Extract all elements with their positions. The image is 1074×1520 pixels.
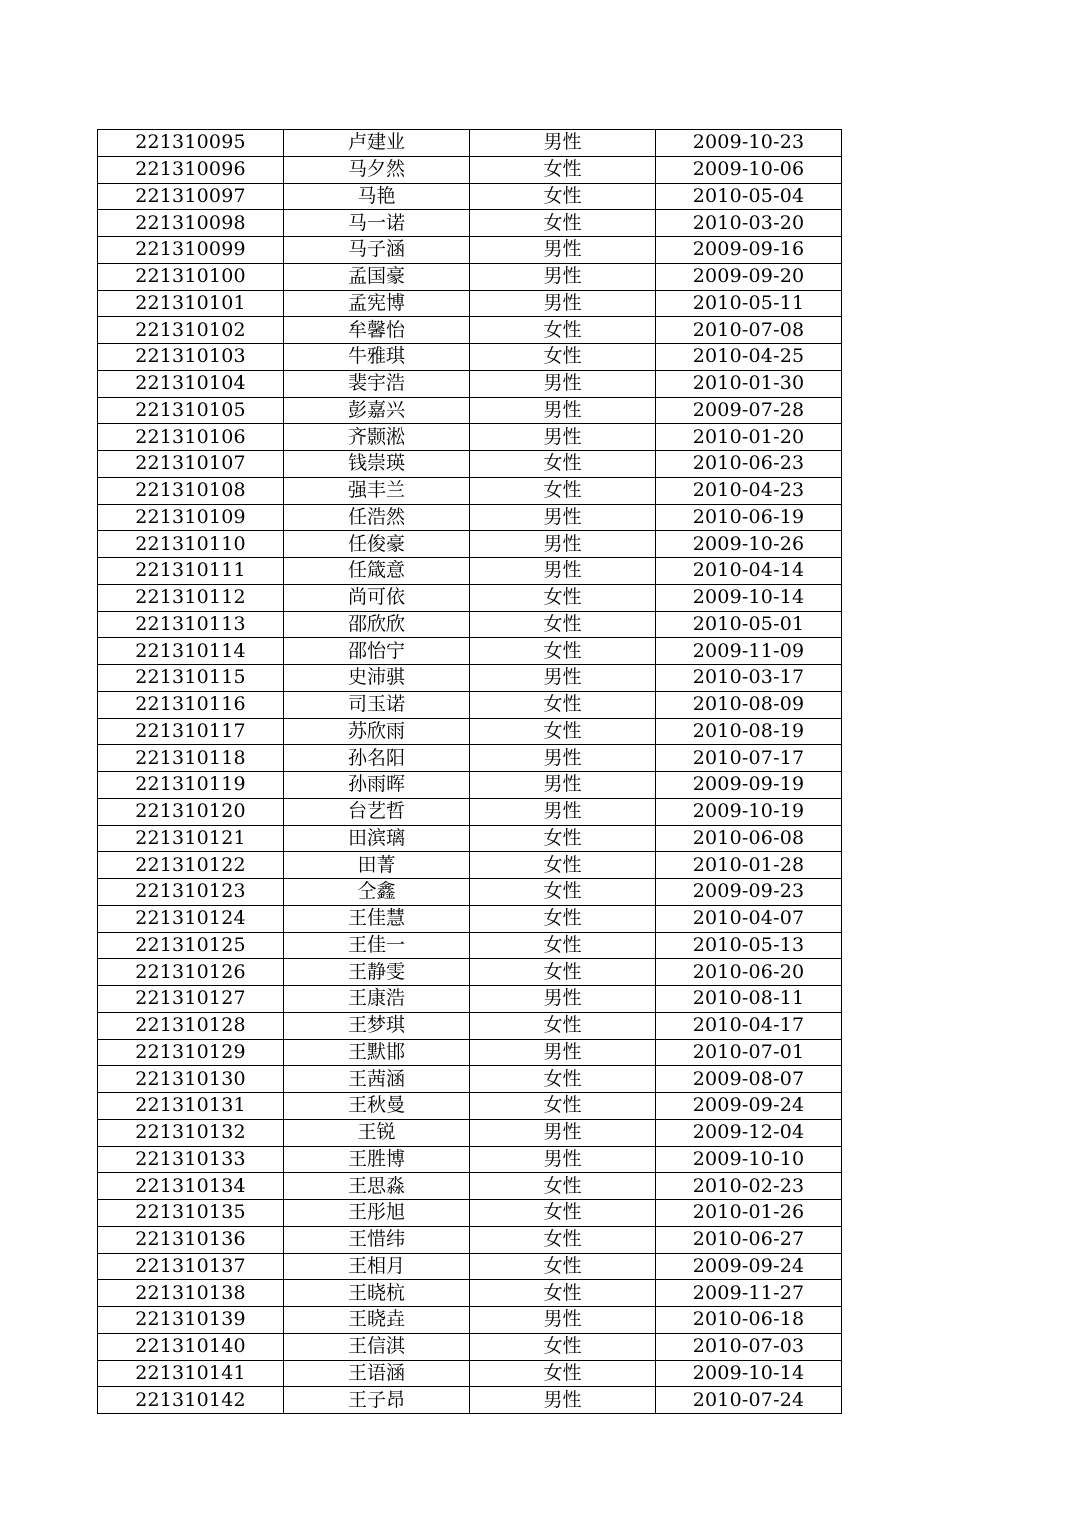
table-row (98, 986, 842, 1013)
name-cell: 齐颢淞 (284, 424, 470, 451)
student-id-cell: 221310123 (98, 879, 284, 906)
gender-cell: 女性 (470, 611, 656, 638)
student-id-cell: 221310125 (98, 932, 284, 959)
name-cell: 苏欣雨 (284, 718, 470, 745)
birthdate-cell: 2010-04-14 (656, 558, 842, 585)
birthdate-cell: 2010-08-19 (656, 718, 842, 745)
table-row (98, 263, 842, 290)
student-id-cell: 221310114 (98, 638, 284, 665)
table-row (98, 130, 842, 157)
name-cell: 牛雅琪 (284, 344, 470, 371)
gender-cell: 女性 (470, 584, 656, 611)
table-row (98, 1066, 842, 1093)
table-row (98, 691, 842, 718)
birthdate-cell: 2010-02-23 (656, 1173, 842, 1200)
table-row (98, 772, 842, 799)
birthdate-cell: 2010-07-24 (656, 1387, 842, 1414)
table-row (98, 1173, 842, 1200)
table-row (98, 959, 842, 986)
gender-cell: 男性 (470, 1146, 656, 1173)
student-id-cell: 221310109 (98, 504, 284, 531)
student-id-cell: 221310106 (98, 424, 284, 451)
gender-cell: 男性 (470, 772, 656, 799)
gender-cell: 男性 (470, 745, 656, 772)
gender-cell: 男性 (470, 290, 656, 317)
student-id-cell: 221310140 (98, 1333, 284, 1360)
gender-cell: 男性 (470, 531, 656, 558)
gender-cell: 男性 (470, 397, 656, 424)
name-cell: 孟宪博 (284, 290, 470, 317)
student-id-cell: 221310112 (98, 584, 284, 611)
gender-cell: 女性 (470, 344, 656, 371)
name-cell: 钱崇瑛 (284, 451, 470, 478)
gender-cell: 女性 (470, 1280, 656, 1307)
student-id-cell: 221310139 (98, 1307, 284, 1334)
table-row (98, 852, 842, 879)
student-id-cell: 221310120 (98, 798, 284, 825)
birthdate-cell: 2009-07-28 (656, 397, 842, 424)
student-table (97, 129, 842, 1414)
name-cell: 彭嘉兴 (284, 397, 470, 424)
table-row (98, 290, 842, 317)
table-row (98, 798, 842, 825)
birthdate-cell: 2010-03-17 (656, 665, 842, 692)
birthdate-cell: 2009-09-24 (656, 1093, 842, 1120)
table-row (98, 1119, 842, 1146)
birthdate-cell: 2009-10-14 (656, 1360, 842, 1387)
gender-cell: 女性 (470, 1360, 656, 1387)
birthdate-cell: 2010-06-08 (656, 825, 842, 852)
table-row (98, 424, 842, 451)
student-id-cell: 221310105 (98, 397, 284, 424)
name-cell: 王思淼 (284, 1173, 470, 1200)
gender-cell: 女性 (470, 825, 656, 852)
name-cell: 马一诺 (284, 210, 470, 237)
table-row (98, 825, 842, 852)
table-row (98, 1307, 842, 1334)
student-id-cell: 221310115 (98, 665, 284, 692)
name-cell: 王默邯 (284, 1039, 470, 1066)
birthdate-cell: 2010-04-17 (656, 1012, 842, 1039)
student-id-cell: 221310108 (98, 477, 284, 504)
table-row (98, 905, 842, 932)
student-id-cell: 221310133 (98, 1146, 284, 1173)
name-cell: 王子昂 (284, 1387, 470, 1414)
student-id-cell: 221310103 (98, 344, 284, 371)
name-cell: 孙雨晖 (284, 772, 470, 799)
name-cell: 卢建业 (284, 130, 470, 157)
table-row (98, 1360, 842, 1387)
gender-cell: 男性 (470, 504, 656, 531)
name-cell: 王康浩 (284, 986, 470, 1013)
name-cell: 任箴意 (284, 558, 470, 585)
student-id-cell: 221310111 (98, 558, 284, 585)
student-id-cell: 221310134 (98, 1173, 284, 1200)
birthdate-cell: 2010-06-23 (656, 451, 842, 478)
table-row (98, 183, 842, 210)
name-cell: 王晓垚 (284, 1307, 470, 1334)
birthdate-cell: 2010-07-08 (656, 317, 842, 344)
gender-cell: 男性 (470, 1387, 656, 1414)
gender-cell: 女性 (470, 1200, 656, 1227)
birthdate-cell: 2010-01-28 (656, 852, 842, 879)
name-cell: 王锐 (284, 1119, 470, 1146)
table-row (98, 584, 842, 611)
student-id-cell: 221310141 (98, 1360, 284, 1387)
birthdate-cell: 2009-09-16 (656, 237, 842, 264)
table-row (98, 531, 842, 558)
table-row (98, 638, 842, 665)
birthdate-cell: 2010-06-27 (656, 1226, 842, 1253)
table-row (98, 1200, 842, 1227)
gender-cell: 男性 (470, 665, 656, 692)
student-id-cell: 221310130 (98, 1066, 284, 1093)
student-id-cell: 221310126 (98, 959, 284, 986)
gender-cell: 女性 (470, 1093, 656, 1120)
name-cell: 王茜涵 (284, 1066, 470, 1093)
name-cell: 孟国豪 (284, 263, 470, 290)
table-row (98, 504, 842, 531)
birthdate-cell: 2010-05-04 (656, 183, 842, 210)
table-row (98, 397, 842, 424)
name-cell: 王佳慧 (284, 905, 470, 932)
student-id-cell: 221310097 (98, 183, 284, 210)
birthdate-cell: 2009-10-26 (656, 531, 842, 558)
student-id-cell: 221310131 (98, 1093, 284, 1120)
name-cell: 尚可依 (284, 584, 470, 611)
name-cell: 马艳 (284, 183, 470, 210)
birthdate-cell: 2009-10-19 (656, 798, 842, 825)
birthdate-cell: 2009-09-20 (656, 263, 842, 290)
table-row (98, 1093, 842, 1120)
student-id-cell: 221310099 (98, 237, 284, 264)
birthdate-cell: 2009-10-14 (656, 584, 842, 611)
birthdate-cell: 2010-08-09 (656, 691, 842, 718)
name-cell: 王彤旭 (284, 1200, 470, 1227)
table-row (98, 718, 842, 745)
name-cell: 裴宇浩 (284, 370, 470, 397)
name-cell: 任浩然 (284, 504, 470, 531)
student-id-cell: 221310124 (98, 905, 284, 932)
table-row (98, 1333, 842, 1360)
gender-cell: 女性 (470, 1226, 656, 1253)
table-row (98, 1253, 842, 1280)
gender-cell: 女性 (470, 905, 656, 932)
student-table-body (98, 130, 842, 1414)
gender-cell: 男性 (470, 130, 656, 157)
student-id-cell: 221310110 (98, 531, 284, 558)
table-row (98, 451, 842, 478)
student-id-cell: 221310119 (98, 772, 284, 799)
gender-cell: 女性 (470, 1012, 656, 1039)
birthdate-cell: 2009-10-06 (656, 156, 842, 183)
student-id-cell: 221310132 (98, 1119, 284, 1146)
name-cell: 仝鑫 (284, 879, 470, 906)
student-id-cell: 221310107 (98, 451, 284, 478)
gender-cell: 女性 (470, 691, 656, 718)
name-cell: 王梦琪 (284, 1012, 470, 1039)
gender-cell: 男性 (470, 1119, 656, 1146)
gender-cell: 男性 (470, 424, 656, 451)
student-id-cell: 221310121 (98, 825, 284, 852)
birthdate-cell: 2010-06-18 (656, 1307, 842, 1334)
gender-cell: 女性 (470, 1253, 656, 1280)
birthdate-cell: 2010-01-26 (656, 1200, 842, 1227)
gender-cell: 女性 (470, 1333, 656, 1360)
gender-cell: 女性 (470, 183, 656, 210)
birthdate-cell: 2010-05-13 (656, 932, 842, 959)
gender-cell: 男性 (470, 1307, 656, 1334)
student-id-cell: 221310116 (98, 691, 284, 718)
name-cell: 王佳一 (284, 932, 470, 959)
gender-cell: 女性 (470, 932, 656, 959)
birthdate-cell: 2010-04-23 (656, 477, 842, 504)
gender-cell: 女性 (470, 317, 656, 344)
name-cell: 任俊豪 (284, 531, 470, 558)
name-cell: 王秋曼 (284, 1093, 470, 1120)
student-id-cell: 221310122 (98, 852, 284, 879)
birthdate-cell: 2010-01-30 (656, 370, 842, 397)
birthdate-cell: 2009-08-07 (656, 1066, 842, 1093)
student-id-cell: 221310098 (98, 210, 284, 237)
student-id-cell: 221310113 (98, 611, 284, 638)
name-cell: 王惜纬 (284, 1226, 470, 1253)
gender-cell: 女性 (470, 210, 656, 237)
gender-cell: 女性 (470, 852, 656, 879)
gender-cell: 男性 (470, 986, 656, 1013)
table-row (98, 745, 842, 772)
name-cell: 邵怡宁 (284, 638, 470, 665)
table-row (98, 237, 842, 264)
name-cell: 田菁 (284, 852, 470, 879)
student-id-cell: 221310128 (98, 1012, 284, 1039)
birthdate-cell: 2009-09-24 (656, 1253, 842, 1280)
gender-cell: 女性 (470, 477, 656, 504)
student-id-cell: 221310100 (98, 263, 284, 290)
student-id-cell: 221310117 (98, 718, 284, 745)
birthdate-cell: 2010-07-03 (656, 1333, 842, 1360)
birthdate-cell: 2009-11-09 (656, 638, 842, 665)
name-cell: 田滨璃 (284, 825, 470, 852)
gender-cell: 女性 (470, 879, 656, 906)
student-id-cell: 221310135 (98, 1200, 284, 1227)
table-row (98, 1387, 842, 1414)
gender-cell: 女性 (470, 1066, 656, 1093)
name-cell: 王语涵 (284, 1360, 470, 1387)
birthdate-cell: 2010-07-17 (656, 745, 842, 772)
birthdate-cell: 2009-10-10 (656, 1146, 842, 1173)
student-id-cell: 221310142 (98, 1387, 284, 1414)
birthdate-cell: 2010-06-19 (656, 504, 842, 531)
table-row (98, 558, 842, 585)
name-cell: 马夕然 (284, 156, 470, 183)
student-id-cell: 221310129 (98, 1039, 284, 1066)
table-row (98, 317, 842, 344)
table-row (98, 879, 842, 906)
table-row (98, 477, 842, 504)
student-id-cell: 221310136 (98, 1226, 284, 1253)
student-id-cell: 221310127 (98, 986, 284, 1013)
table-row (98, 370, 842, 397)
gender-cell: 女性 (470, 959, 656, 986)
name-cell: 王信淇 (284, 1333, 470, 1360)
birthdate-cell: 2010-06-20 (656, 959, 842, 986)
name-cell: 邵欣欣 (284, 611, 470, 638)
table-row (98, 1039, 842, 1066)
table-row (98, 1280, 842, 1307)
student-id-cell: 221310096 (98, 156, 284, 183)
gender-cell: 女性 (470, 1173, 656, 1200)
table-row (98, 210, 842, 237)
student-id-cell: 221310104 (98, 370, 284, 397)
student-id-cell: 221310137 (98, 1253, 284, 1280)
student-id-cell: 221310095 (98, 130, 284, 157)
student-id-cell: 221310138 (98, 1280, 284, 1307)
birthdate-cell: 2009-09-23 (656, 879, 842, 906)
birthdate-cell: 2010-07-01 (656, 1039, 842, 1066)
gender-cell: 男性 (470, 1039, 656, 1066)
gender-cell: 男性 (470, 370, 656, 397)
name-cell: 王晓杭 (284, 1280, 470, 1307)
birthdate-cell: 2010-04-07 (656, 905, 842, 932)
gender-cell: 女性 (470, 718, 656, 745)
birthdate-cell: 2009-10-23 (656, 130, 842, 157)
birthdate-cell: 2010-04-25 (656, 344, 842, 371)
birthdate-cell: 2009-11-27 (656, 1280, 842, 1307)
gender-cell: 女性 (470, 451, 656, 478)
name-cell: 强丰兰 (284, 477, 470, 504)
birthdate-cell: 2010-05-01 (656, 611, 842, 638)
table-row (98, 932, 842, 959)
birthdate-cell: 2009-12-04 (656, 1119, 842, 1146)
name-cell: 孙名阳 (284, 745, 470, 772)
table-row (98, 665, 842, 692)
birthdate-cell: 2010-05-11 (656, 290, 842, 317)
gender-cell: 男性 (470, 798, 656, 825)
name-cell: 台艺哲 (284, 798, 470, 825)
table-row (98, 156, 842, 183)
name-cell: 司玉诺 (284, 691, 470, 718)
gender-cell: 女性 (470, 156, 656, 183)
table-row (98, 344, 842, 371)
birthdate-cell: 2009-09-19 (656, 772, 842, 799)
name-cell: 牟馨怡 (284, 317, 470, 344)
student-id-cell: 221310101 (98, 290, 284, 317)
gender-cell: 男性 (470, 263, 656, 290)
table-row (98, 1146, 842, 1173)
name-cell: 王相月 (284, 1253, 470, 1280)
name-cell: 马子涵 (284, 237, 470, 264)
table-row (98, 1226, 842, 1253)
student-id-cell: 221310118 (98, 745, 284, 772)
birthdate-cell: 2010-01-20 (656, 424, 842, 451)
table-row (98, 611, 842, 638)
table-row (98, 1012, 842, 1039)
name-cell: 史沛骐 (284, 665, 470, 692)
gender-cell: 男性 (470, 558, 656, 585)
birthdate-cell: 2010-03-20 (656, 210, 842, 237)
name-cell: 王静雯 (284, 959, 470, 986)
name-cell: 王胜博 (284, 1146, 470, 1173)
gender-cell: 女性 (470, 638, 656, 665)
student-id-cell: 221310102 (98, 317, 284, 344)
gender-cell: 男性 (470, 237, 656, 264)
birthdate-cell: 2010-08-11 (656, 986, 842, 1013)
